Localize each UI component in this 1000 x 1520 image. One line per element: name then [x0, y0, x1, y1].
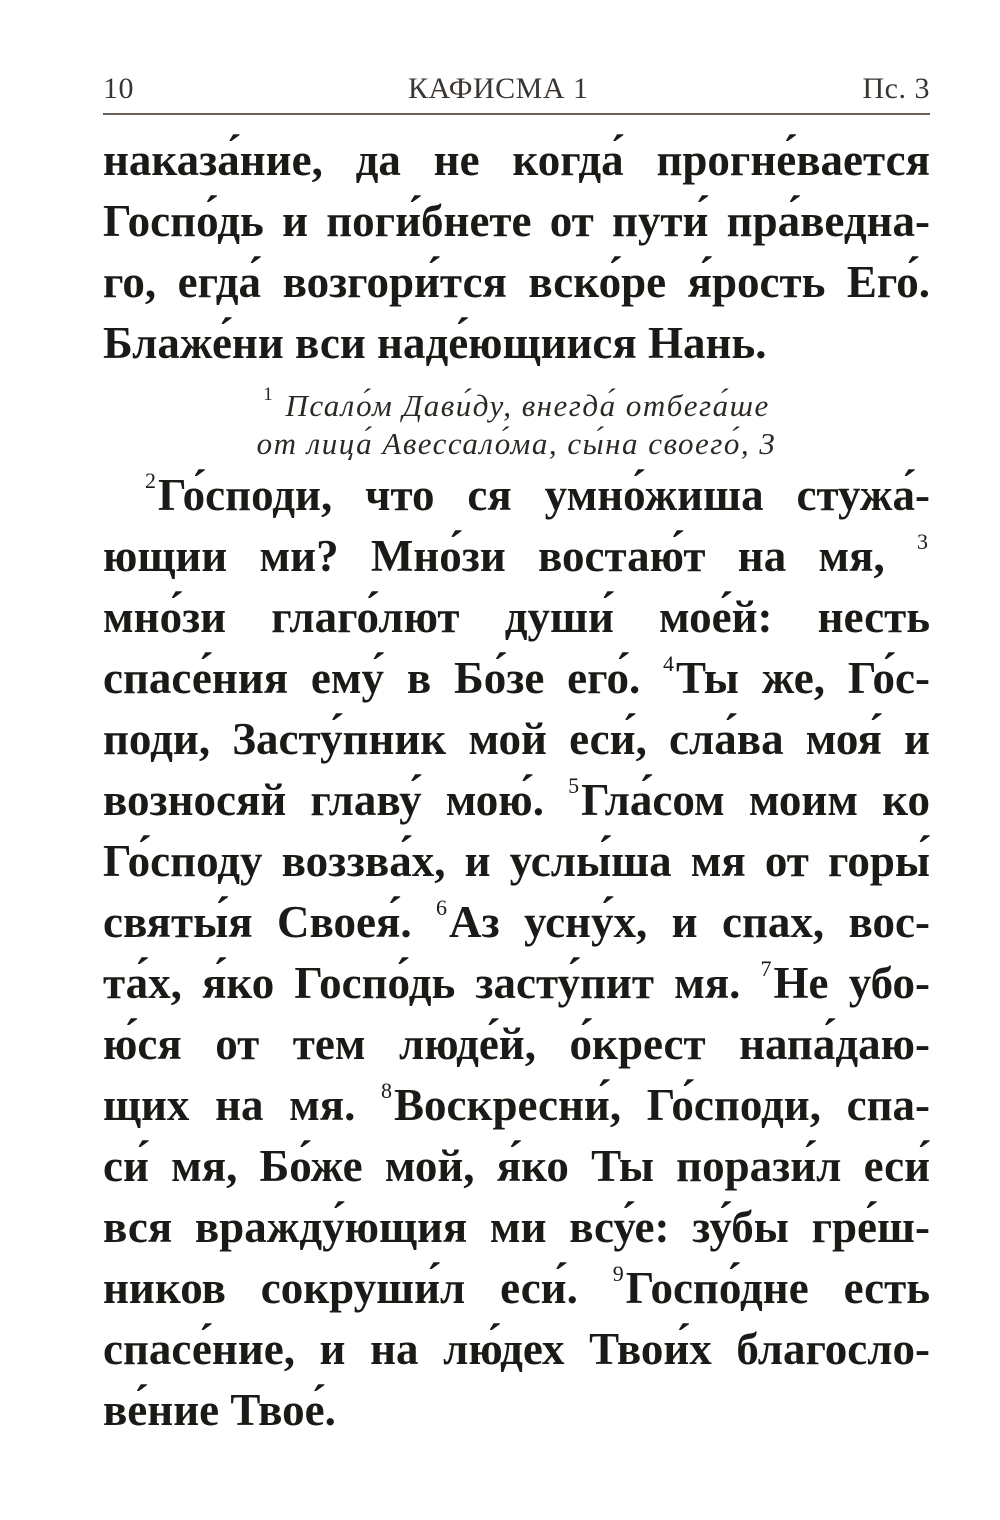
header-rule	[103, 113, 930, 115]
verse-text: спасе́ние, и на лю́дех Твои́х благосло-	[103, 1324, 930, 1374]
verse-number: 4	[663, 651, 675, 676]
verse-text: Ты же, Го́с-	[676, 653, 930, 703]
verse-text: щих на мя.	[103, 1080, 382, 1130]
verse-number: 2	[145, 468, 156, 493]
verse-text: ю́ся от тем люде́й, о́крест напа́даю-	[103, 1019, 930, 1069]
superscription-line-1	[103, 384, 930, 425]
verse-text: си́ мя, Бо́же мой, я́ко Ты порази́л еси́	[103, 1141, 930, 1191]
verse-number: 7	[760, 956, 772, 981]
verse-number: 3	[917, 529, 928, 554]
text-line: го, егда́ возгори́тся вско́ре я́рость Его́.	[103, 257, 930, 307]
text-line	[103, 465, 930, 526]
verse-text: спасе́ния ему́ в Бо́зе его́.	[103, 653, 664, 703]
text-line: Госпо́дь и поги́бнете от пути́ пра́ведна-	[103, 196, 930, 246]
text-line	[103, 1014, 930, 1075]
text-line	[103, 1380, 930, 1441]
text-line	[103, 648, 930, 709]
page-number: 10	[103, 72, 134, 105]
verse-text: Го́споду воззва́х, и услы́ша мя от горы́	[103, 836, 930, 886]
verse-text: Аз усну́х, и спах, вос-	[448, 897, 930, 947]
verse-number: 8	[381, 1078, 393, 1103]
text-line	[103, 1136, 930, 1197]
verse-text: возносяй главу́ мою́.	[103, 775, 569, 825]
superscription-text: Псало́м Дави́ду, внегда́ отбега́ше	[285, 388, 770, 423]
verse-text: ве́ние Твое́.	[103, 1385, 336, 1435]
verse-text: та́х, я́ко Госпо́дь засту́пит мя.	[103, 958, 761, 1008]
text-line	[103, 1075, 930, 1136]
text-line: Блаже́ни вси наде́ющиися Нань.	[103, 318, 767, 368]
verse-text: Госпо́дне есть	[625, 1263, 931, 1313]
running-header	[103, 66, 930, 106]
text-line	[103, 953, 930, 1014]
psalm-superscription	[103, 384, 930, 463]
psalm-reference: Пс. 3	[862, 72, 930, 105]
text-line	[103, 709, 930, 770]
psalm-3-text	[103, 465, 930, 1441]
verse-text: Гла́сом моим ко	[581, 775, 931, 825]
verse-number: 5	[568, 773, 580, 798]
verse-text: вся вражду́ющия ми всу́е: зу́бы гре́ш-	[103, 1202, 930, 1252]
psalm-2-ending	[103, 130, 930, 374]
verse-text: мно́зи глаго́лют души́ мое́й: несть	[103, 592, 930, 642]
superscription-line-2: от лица́ Авессало́ма, сы́на своего́, 3	[256, 426, 777, 461]
text-line	[103, 831, 930, 892]
verse-text: Го́споди, что ся умно́жиша стужа́-	[158, 470, 930, 520]
verse-text: поди, Засту́пник мой еси́, сла́ва моя́ и	[103, 714, 930, 764]
verse-number: 1	[263, 384, 275, 405]
text-line	[103, 770, 930, 831]
text-line	[103, 1319, 930, 1380]
text-line	[103, 1258, 930, 1319]
text-line	[103, 892, 930, 953]
text-line	[103, 1197, 930, 1258]
verse-text: ющии ми? Мно́зи востаю́т на мя,	[103, 531, 917, 581]
verse-text: ников сокруши́л еси́.	[103, 1263, 613, 1313]
verse-text: Воскресни́, Го́споди, спа-	[394, 1080, 930, 1130]
verse-number: 6	[435, 895, 447, 920]
section-title: КАФИСМА 1	[408, 72, 589, 105]
text-line: наказа́ние, да не когда́ прогне́вается	[103, 135, 930, 185]
text-line	[103, 526, 930, 587]
verse-text: Не убо-	[773, 958, 930, 1008]
verse-number: 9	[612, 1261, 624, 1286]
verse-text: святы́я Своея́.	[103, 897, 436, 947]
text-line	[103, 587, 930, 648]
